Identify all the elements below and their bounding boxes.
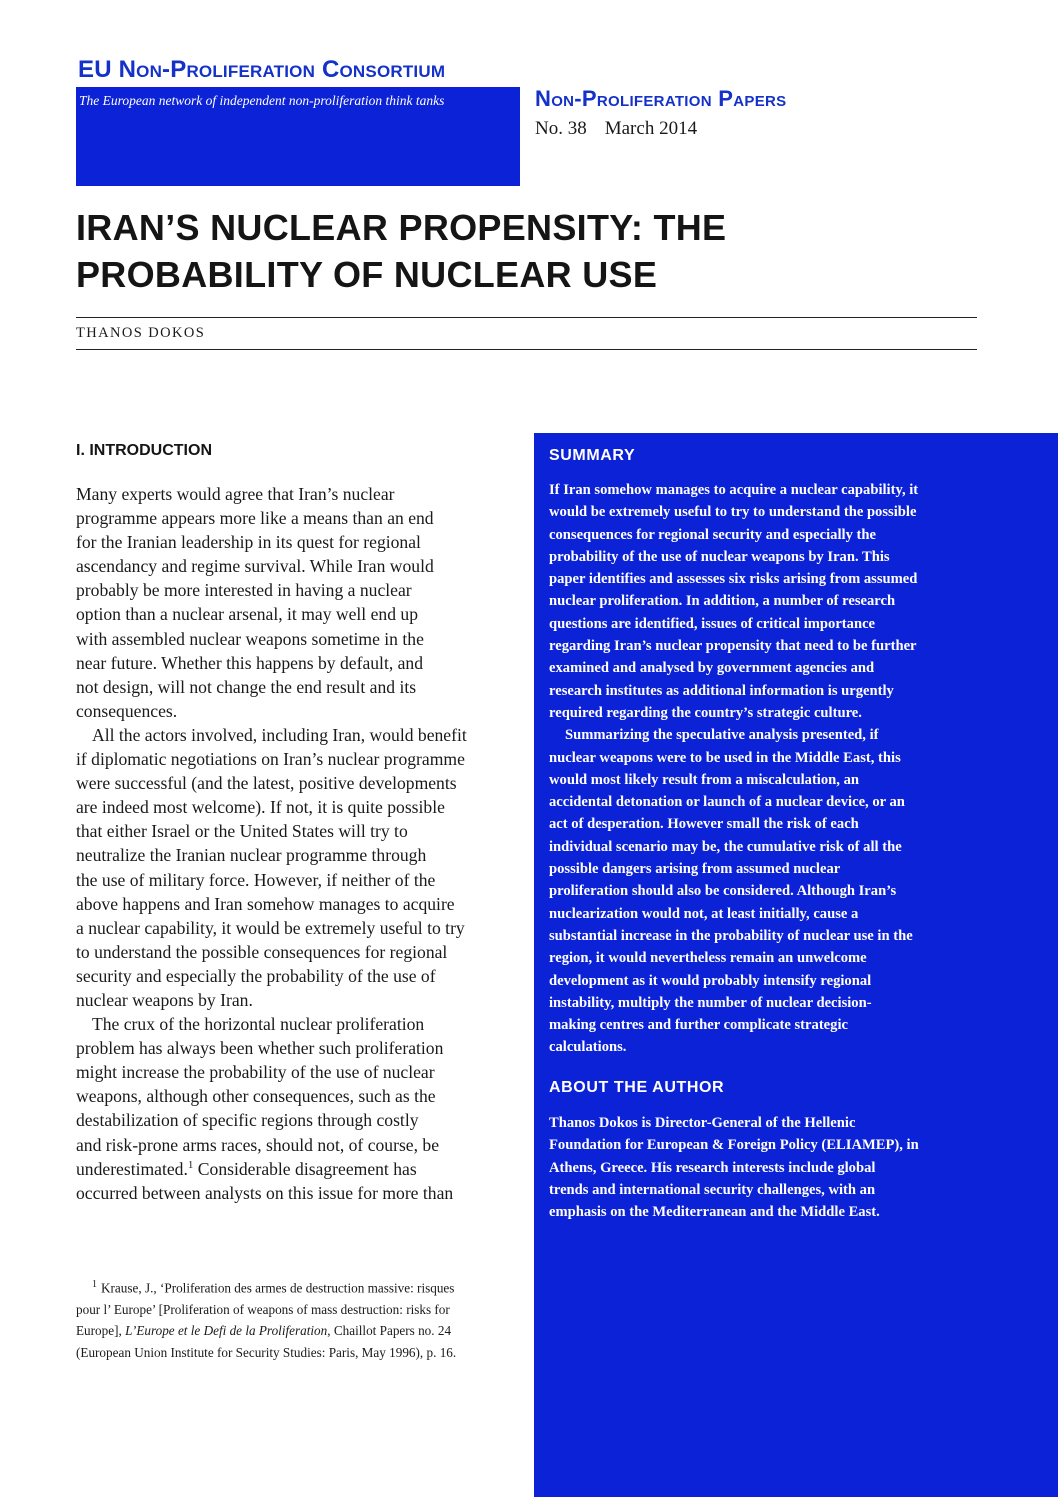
consortium-part: onsortium [339, 56, 446, 83]
body-paragraph [76, 1012, 521, 1205]
footnote-number: 1 [92, 1279, 97, 1290]
paragraph-text: Considerable disagreement has occurred between analysts on this issue for more than [76, 1158, 454, 1203]
paragraph-text: The crux of the horizontal nuclear proliferation problem has always been whether such proliferation might increase the probability of the use of nuclear weapons, although other consequences, such as the destabilization of specific regions through costly and risk-prone arms races, should not, of course, be underestimated. [76, 1014, 444, 1179]
body-paragraph: Many experts would agree that Iran’s nuclear programme appears more like a means than an end for the Iranian leadership in its quest for regional ascendancy and regime survival. While Iran would probably be more interested in having a nuclear option than a nuclear arsenal, it may well end up with assembled nuclear weapons sometime in the near future. Whether this happens by default, and not design, will not change the end result and its consequences. [76, 484, 434, 721]
consortium-tagline: The European network of independent non-proliferation think tanks [79, 93, 445, 108]
consortium-name [78, 56, 445, 84]
header-banner [76, 87, 520, 186]
paper-title [76, 204, 936, 298]
consortium-part: roliferation [186, 56, 322, 83]
summary-paragraph: Summarizing the speculative analysis presented, if nuclear weapons were to be used in the Middle East, this would most likely result from a miscalculation, an accidental detonation or launch of a nuclear device, or an act of desperation. However small the risk of each individual scenario may be, the cumulative risk of all the possible dangers arising from assumed nuclear proliferation should also be considered. Although Iran’s nuclearization would not, at least initially, cause a substantial increase in the probability of nuclear use in the region, it would nevertheless remain an unwelcome development as it would probably intensify regional instability, multiply the number of nuclear decision- making centres and further complicate strategic calculations. [549, 727, 913, 1056]
footnote [76, 1274, 526, 1363]
rule-bottom [76, 349, 977, 350]
title-line: PROBABILITY OF NUCLEAR USE [76, 254, 658, 295]
summary-sidebar [534, 433, 1058, 1497]
about-author-paragraph: Thanos Dokos is Director-General of the Hellenic Foundation for European & Foreign Policy (ELIAMEP), in Athens, Greece. His research interests include global trends and international security challenges, with an emphasis on the Mediterranean and the Middle East. [549, 1115, 919, 1221]
body-paragraph: All the actors involved, including Iran, would benefit if diplomatic negotiations on Iran’s nuclear programme were successful (and the latest, positive developments are indeed most welcome). If not, it is quite possible that either Israel or the United States will try to neutralize the Iranian nuclear programme through the use of military force. However, if neither of the above happens and Iran somehow manages to acquire a nuclear capability, it would be extremely useful to try to understand the possible consequences for regional security and especially the probability of the use of nuclear weapons by Iran. [76, 724, 467, 1010]
about-author-heading: ABOUT THE AUTHOR [549, 1079, 725, 1096]
issue-date: March 2014 [604, 118, 698, 139]
about-author-body [549, 1112, 1049, 1223]
issue-info [535, 118, 697, 140]
footnote-text: , Chaillot Papers no. 24 (European Union Institute for Security Studies: Paris, May 1996), p. 16. [76, 1323, 457, 1360]
footnote-text: Krause, J., ‘Proliferation des armes de destruction massive: risques pour l’ Europe’ [Proliferation of weapons of mass destruction: risks for Europe], [76, 1280, 455, 1339]
series-name: Non-Proliferation Papers [535, 86, 787, 111]
title-line: IRAN’S NUCLEAR PROPENSITY: THE [76, 207, 727, 248]
footnote-ref[interactable]: 1 [187, 1158, 194, 1171]
consortium-part: C [321, 56, 340, 83]
section-heading: I. INTRODUCTION [76, 442, 212, 459]
consortium-part: P [170, 56, 187, 83]
rule-top [76, 317, 977, 318]
author-name: THANOS DOKOS [76, 325, 206, 341]
consortium-part: EU N [78, 56, 137, 83]
issue-number: No. 38 [535, 118, 587, 139]
summary-heading: SUMMARY [549, 447, 636, 464]
summary-body [549, 479, 1049, 1059]
consortium-part: on- [136, 56, 171, 83]
summary-paragraph: If Iran somehow manages to acquire a nuclear capability, it would be extremely useful to try to understand the possible consequences for regional security and especially the probability of the use of nuclear weapons by Iran. This paper identifies and assesses six risks arising from assumed nuclear proliferation. In addition, a number of research questions are identified, issues of critical importance regarding Iran’s nuclear propensity that need to be further examined and analysed by government agencies and research institutes as additional information is urgently required regarding the country’s strategic culture. [549, 482, 919, 721]
footnote-italic-title: L’Europe et le Defi de la Proliferation [125, 1323, 328, 1339]
introduction-body [76, 482, 521, 1205]
